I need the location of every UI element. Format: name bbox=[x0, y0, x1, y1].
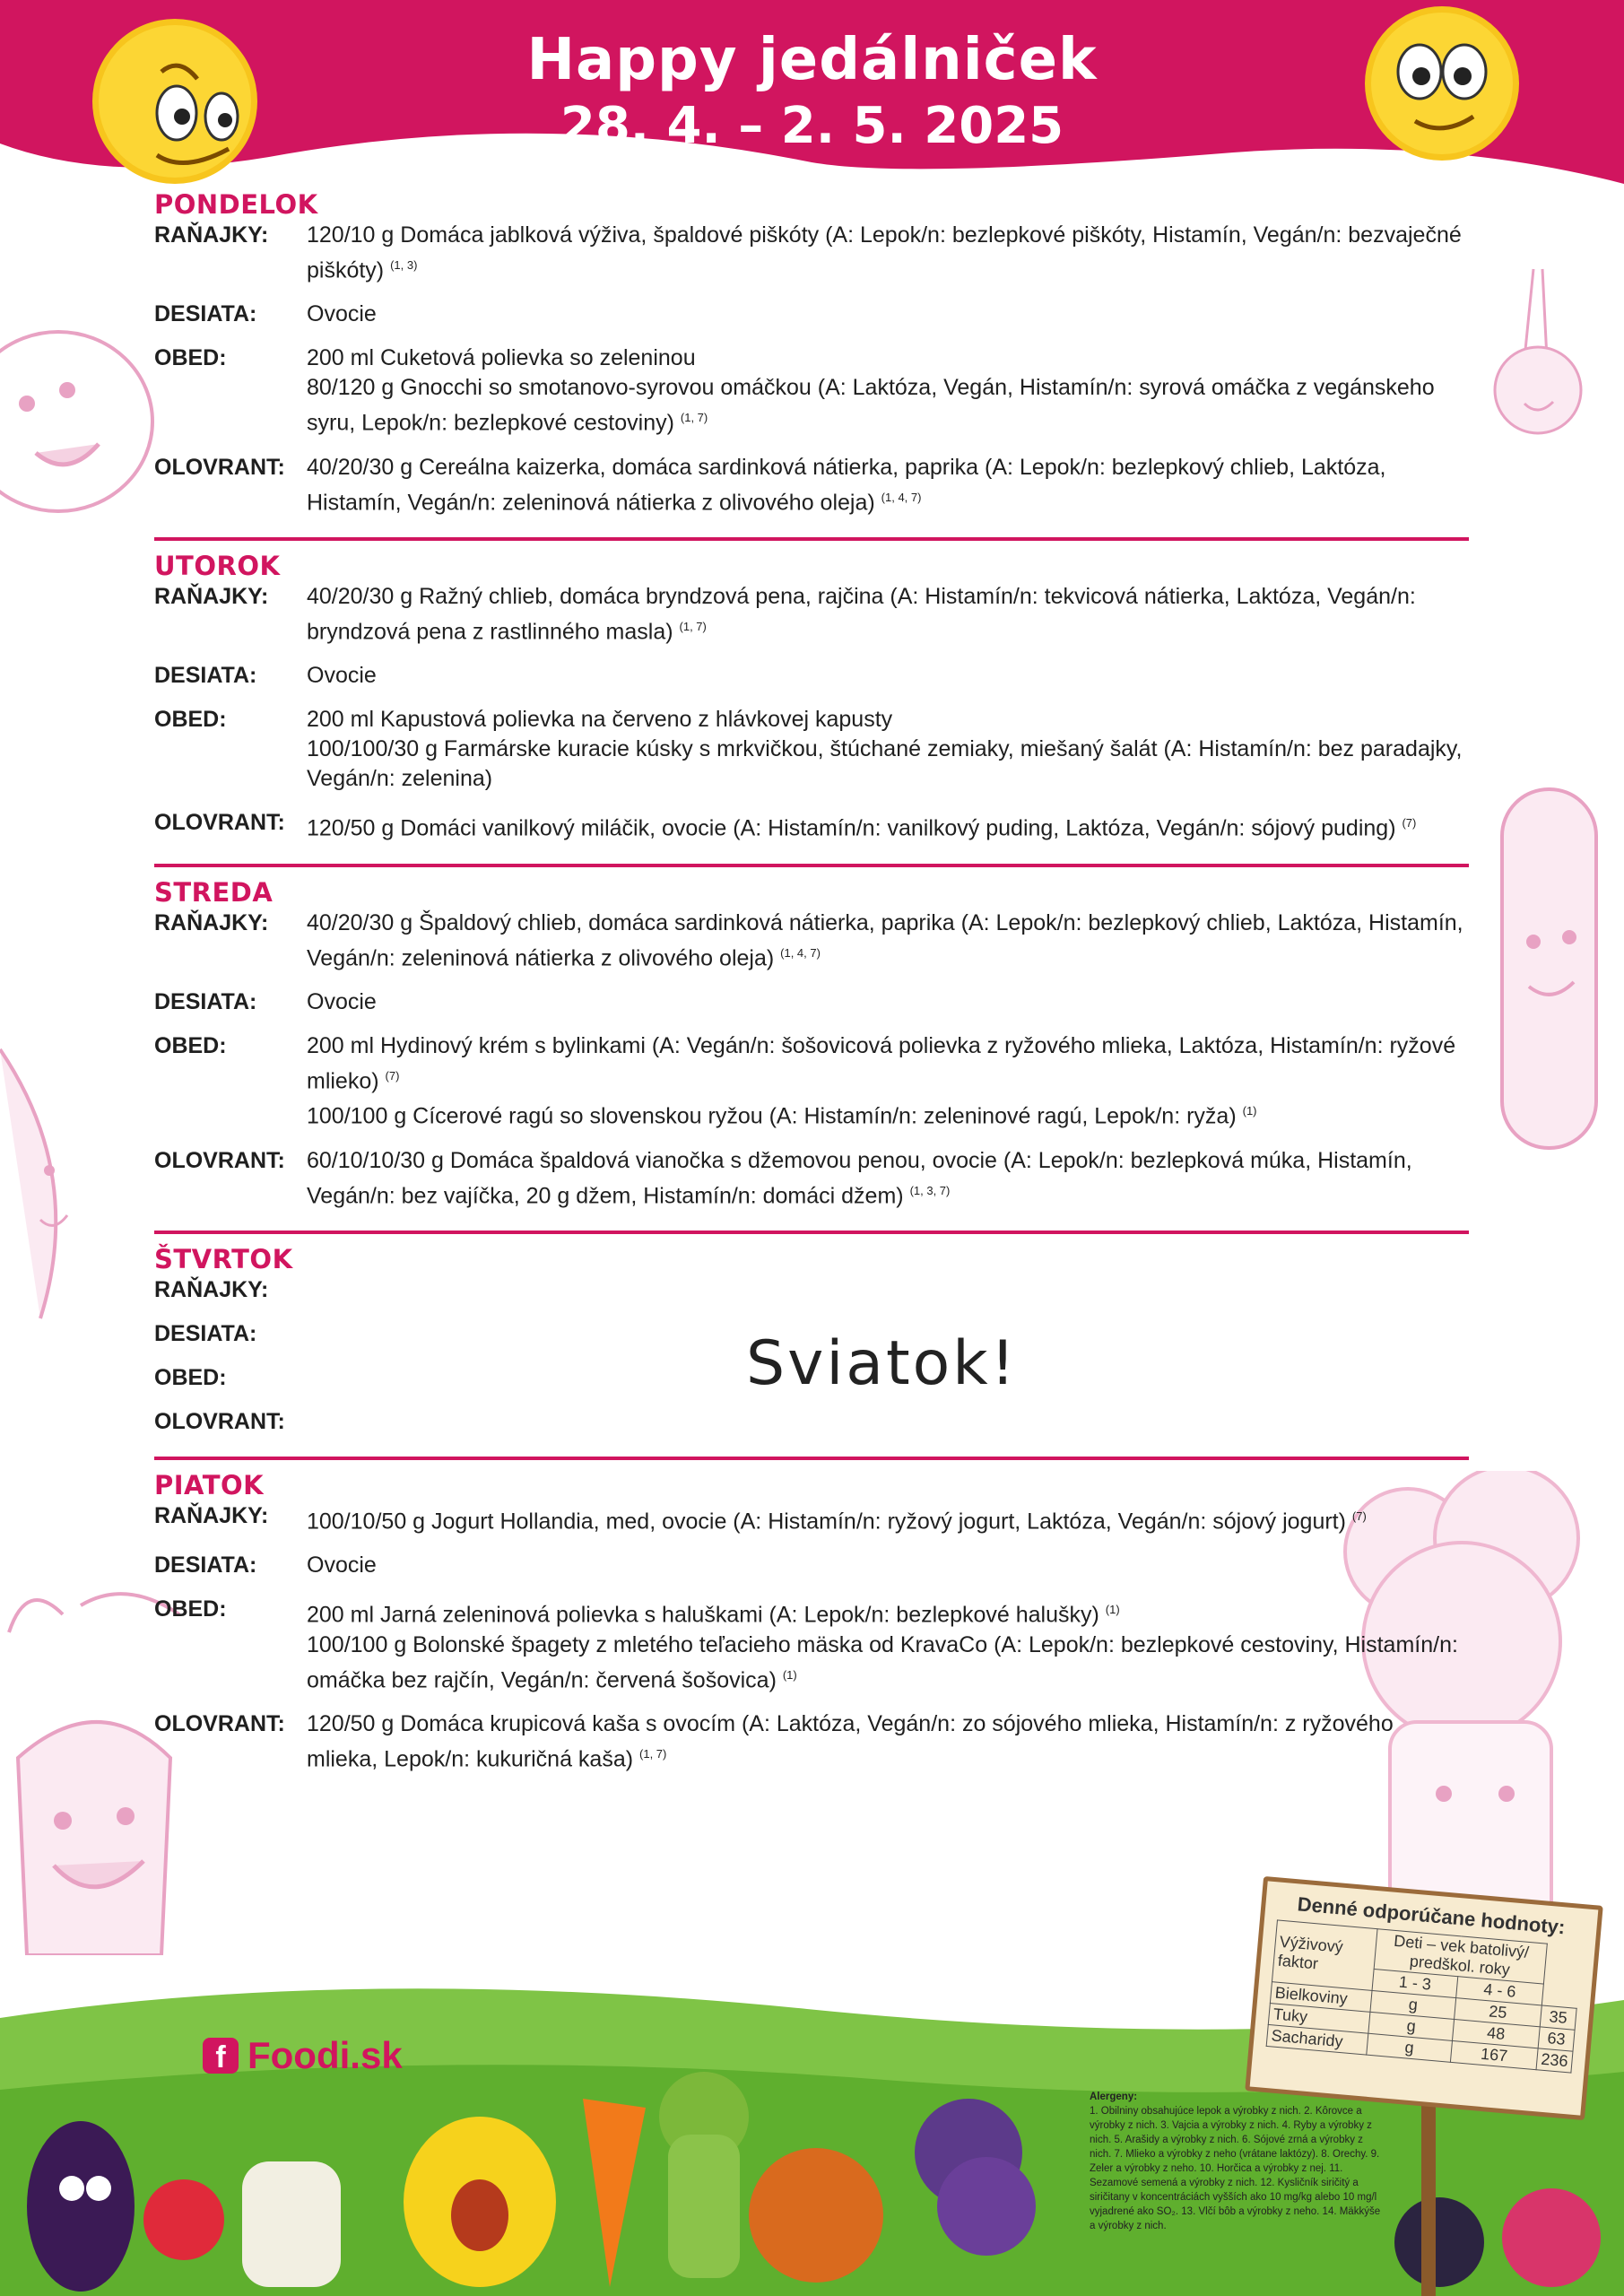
allergen-codes: (1, 3) bbox=[390, 258, 418, 272]
allergen-codes: (1, 7) bbox=[680, 411, 708, 425]
meal-row bbox=[154, 987, 1469, 1017]
meal-description bbox=[307, 987, 1469, 1017]
meal-line bbox=[307, 987, 1469, 1017]
allergen-item: 2. Kôrovce a výrobky z nich. bbox=[1090, 2106, 1362, 2131]
meal-row bbox=[154, 1595, 1469, 1695]
meal-line bbox=[307, 1096, 1469, 1131]
meal-description bbox=[307, 582, 1469, 647]
nutrition-cell: Tuky bbox=[1268, 2004, 1370, 2034]
meal-label: OBED: bbox=[154, 1032, 227, 1058]
meal-label: DESIATA: bbox=[154, 1320, 257, 1346]
meal-line bbox=[307, 1146, 1469, 1211]
day-name: ŠTVRTOK bbox=[154, 1243, 293, 1274]
pear-icon bbox=[404, 2117, 556, 2287]
meal-line bbox=[307, 344, 1469, 373]
meal-label: OBED: bbox=[154, 1596, 227, 1622]
allergen-item: 8. Orechy. bbox=[1321, 2149, 1368, 2160]
age-2: 4 - 6 bbox=[1456, 1977, 1544, 2005]
allergen-item: 12. Kysličník siričitý a siričitany v koncentráciách vyšších ako 10 mg/kg alebo 10 mg/l vyjadrené ako SO₂. bbox=[1090, 2178, 1377, 2217]
meal-line bbox=[307, 221, 1469, 285]
meal-description bbox=[307, 1551, 1469, 1580]
meal-label: OLOVRANT: bbox=[154, 1147, 285, 1173]
meal-description bbox=[307, 1709, 1469, 1774]
meal-row bbox=[154, 582, 1469, 647]
meal-line bbox=[307, 1631, 1469, 1695]
meal-row bbox=[154, 705, 1469, 794]
meal-row bbox=[154, 221, 1469, 285]
day-section bbox=[154, 876, 1469, 1234]
allergen-item: 7. Mlieko a výrobky z neho (vrátane laktózy). bbox=[1114, 2149, 1319, 2160]
nutrition-cell: 48 bbox=[1452, 2020, 1540, 2048]
meal-line-text: 120/50 g Domáca krupicová kaša s ovocím (A: Laktóza, Vegán/n: zo sójového mlieka, Histamín/n: z ryžového mlieka, Lepok/n: kukuričná kaša) bbox=[307, 1710, 1394, 1772]
nutrition-cell: Sacharidy bbox=[1266, 2024, 1368, 2055]
meal-line bbox=[307, 1551, 1469, 1580]
meal-line-text: 40/20/30 g Špaldový chlieb, domáca sardinková nátierka, paprika (A: Lepok/n: bezlepkový chlieb, Laktóza, Histamín, Vegán/n: zeleninová nátierka z olivového oleja) bbox=[307, 909, 1463, 970]
meal-description bbox=[307, 1146, 1469, 1211]
meal-description bbox=[307, 1595, 1469, 1695]
meal-label: RAŇAJKY: bbox=[154, 909, 269, 935]
meal-description bbox=[307, 1501, 1469, 1536]
eggplant-icon bbox=[27, 2121, 135, 2292]
cucumber-decoration-icon bbox=[1480, 771, 1619, 1166]
meal-row bbox=[154, 1031, 1469, 1132]
meal-label: OLOVRANT: bbox=[154, 810, 285, 836]
meal-label: OLOVRANT: bbox=[154, 454, 285, 480]
nutrition-cell: g bbox=[1368, 2012, 1455, 2040]
meal-line bbox=[307, 582, 1469, 647]
day-name: PONDELOK bbox=[154, 189, 318, 220]
meal-row bbox=[154, 1501, 1469, 1536]
day-name: PIATOK bbox=[154, 1469, 265, 1500]
allergen-codes: (1, 4, 7) bbox=[780, 945, 821, 960]
brand-name: Foodi.sk bbox=[248, 2034, 403, 2076]
allergen-codes: (7) bbox=[385, 1068, 400, 1083]
age-1: 1 - 3 bbox=[1372, 1970, 1458, 1998]
onion-icon bbox=[749, 2148, 883, 2283]
meal-line bbox=[307, 735, 1469, 794]
meal-description bbox=[307, 344, 1469, 438]
allergen-item: 9. Zeler a výrobky z neho. bbox=[1090, 2149, 1380, 2174]
meal-line bbox=[307, 1709, 1469, 1774]
meal-row bbox=[154, 661, 1469, 691]
meal-label: DESIATA: bbox=[154, 988, 257, 1014]
nutrition-title: Denné odporúčane hodnoty: bbox=[1296, 1892, 1567, 1939]
holiday-notice: Sviatok! bbox=[746, 1327, 1018, 1399]
broccoli-icon bbox=[659, 2072, 749, 2278]
day-name: UTOROK bbox=[154, 550, 281, 581]
nutrition-cell: 25 bbox=[1454, 1998, 1541, 2027]
allergen-codes: (1, 7) bbox=[639, 1746, 667, 1761]
day-section bbox=[154, 188, 1469, 541]
allergen-item: 13. Vlčí bôb a výrobky z neho. bbox=[1181, 2206, 1320, 2217]
nutrition-board bbox=[1245, 1876, 1602, 2120]
day-section bbox=[154, 1243, 1469, 1460]
meal-line bbox=[307, 300, 1469, 329]
allergen-codes: (1, 3, 7) bbox=[909, 1183, 951, 1197]
raspberry-icon bbox=[1502, 2188, 1601, 2287]
meal-label: RAŇAJKY: bbox=[154, 583, 269, 609]
meal-line-text: 200 ml Cuketová polievka so zeleninou bbox=[307, 345, 696, 371]
meal-line-text: Ovocie bbox=[307, 1552, 377, 1578]
meal-description bbox=[307, 661, 1469, 691]
meal-description bbox=[307, 453, 1469, 517]
allergen-codes: (1, 4, 7) bbox=[881, 490, 922, 504]
meal-description bbox=[307, 705, 1469, 794]
allergens-legend bbox=[1090, 2090, 1385, 2233]
meal-line bbox=[307, 1031, 1469, 1096]
meal-row bbox=[154, 1146, 1469, 1211]
meal-line bbox=[307, 909, 1469, 973]
meal-line bbox=[307, 661, 1469, 691]
meal-description bbox=[307, 909, 1469, 973]
allergen-item: 3. Vajcia a výrobky z nich. bbox=[1160, 2120, 1280, 2131]
meal-line-text: 200 ml Hydinový krém s bylinkami (A: Vegán/n: šošovicová polievka z ryžového mlieka, Laktóza, Histamín/n: ryžové mlieko) bbox=[307, 1032, 1456, 1094]
allergen-item: 1. Obilniny obsahujúce lepok a výrobky z nich. bbox=[1090, 2106, 1301, 2117]
nutrition-cell: 236 bbox=[1536, 2048, 1573, 2073]
meal-row bbox=[154, 300, 1469, 329]
allergen-codes: (7) bbox=[1351, 1509, 1367, 1523]
nutrition-cell: g bbox=[1367, 2033, 1453, 2062]
weekly-menu bbox=[154, 188, 1469, 1803]
meal-label: OBED: bbox=[154, 1364, 227, 1390]
meal-line-text: Ovocie bbox=[307, 988, 377, 1014]
meal-row bbox=[154, 1551, 1469, 1580]
meal-label: RAŇAJKY: bbox=[154, 1276, 269, 1302]
meal-row bbox=[154, 453, 1469, 517]
meal-description bbox=[307, 808, 1469, 843]
nutrition-table bbox=[1266, 1919, 1583, 2073]
meal-label: RAŇAJKY: bbox=[154, 222, 269, 248]
meal-line-text: 40/20/30 g Cereálna kaizerka, domáca sardinková nátierka, paprika (A: Lepok/n: bezlepkový chlieb, Laktóza, Histamín, Vegán/n: zeleninová nátierka z olivového oleja) bbox=[307, 454, 1386, 515]
meal-label: DESIATA: bbox=[154, 1552, 257, 1578]
nutrition-cell: g bbox=[1370, 1990, 1456, 2019]
allergen-item: 4. Ryby a výrobky z nich. bbox=[1090, 2120, 1372, 2145]
brand-logo[interactable] bbox=[203, 2034, 403, 2077]
meal-line-text: 60/10/10/30 g Domáca špaldová vianočka s džemovou penou, ovocie (A: Lepok/n: bezlepková múka, Histamín, Vegán/n: bez vajíčka, 20 g džem, Histamín/n: domáci džem) bbox=[307, 1147, 1412, 1208]
meal-label: DESIATA: bbox=[154, 301, 257, 327]
nutrition-cell: 35 bbox=[1540, 2005, 1576, 2030]
nutrition-cell: 63 bbox=[1538, 2027, 1575, 2051]
meal-label: OBED: bbox=[154, 707, 227, 733]
meal-row bbox=[154, 344, 1469, 438]
meal-line-text: 100/10/50 g Jogurt Hollandia, med, ovocie (A: Histamín/n: ryžový jogurt, Laktóza, Vegán/n: sójový jogurt) bbox=[307, 1509, 1346, 1535]
meal-description bbox=[307, 300, 1469, 329]
meal-description bbox=[307, 1031, 1469, 1132]
allergen-item: 10. Horčica a výrobky z nej. bbox=[1199, 2163, 1326, 2174]
meal-description bbox=[307, 221, 1469, 285]
allergen-codes: (1) bbox=[1105, 1603, 1120, 1617]
meal-line bbox=[307, 705, 1469, 735]
allergen-codes: (1, 7) bbox=[679, 619, 707, 633]
meal-label: RAŇAJKY: bbox=[154, 1502, 269, 1528]
meal-line-text: 100/100 g Cícerové ragú so slovenskou ryžou (A: Histamín/n: zeleninové ragú, Lepok/n: ryža) bbox=[307, 1103, 1237, 1129]
allergens-title: Alergeny: bbox=[1090, 2092, 1138, 2102]
allergen-codes: (7) bbox=[1402, 816, 1417, 831]
meal-line bbox=[307, 373, 1469, 438]
radish-decoration-icon bbox=[1471, 260, 1605, 466]
allergen-codes: (1) bbox=[782, 1667, 797, 1682]
day-name: STREDA bbox=[154, 876, 274, 908]
meal-label: OLOVRANT: bbox=[154, 1408, 285, 1434]
peapod-decoration-icon bbox=[0, 1040, 99, 1327]
day-section bbox=[154, 1469, 1469, 1794]
date-range: 28. 4. – 2. 5. 2025 bbox=[560, 97, 1064, 155]
nutrition-cell: 167 bbox=[1450, 2040, 1538, 2069]
allergen-item: 5. Arašidy a výrobky z nich. bbox=[1114, 2135, 1239, 2145]
meal-line-text: 40/20/30 g Ražný chlieb, domáca bryndzová pena, rajčina (A: Histamín/n: tekvicová nátierka, Laktóza, Vegán/n: bryndzová pena z rastlinného masla) bbox=[307, 583, 1416, 645]
meal-line-text: 100/100/30 g Farmárske kuracie kúsky s mrkvičkou, štúchané zemiaky, miešaný šalát (A: Histamín/n: bez paradajky, Vegán/n: zelenina) bbox=[307, 736, 1463, 792]
strawberry-icon bbox=[143, 2179, 224, 2260]
meal-row bbox=[154, 808, 1469, 843]
meal-line-text: 120/10 g Domáca jablková výživa, špaldové piškóty (A: Lepok/n: bezlepkové piškóty, Histamín, Vegán/n: bezvaječné piškóty) bbox=[307, 222, 1462, 283]
meal-line-text: 200 ml Kapustová polievka na červeno z hlávkovej kapusty bbox=[307, 707, 893, 733]
blackberry-icon bbox=[1394, 2197, 1484, 2287]
meal-line-text: 200 ml Jarná zeleninová polievka s haluškami (A: Lepok/n: bezlepkové halušky) bbox=[307, 1602, 1099, 1628]
meal-line-text: 80/120 g Gnocchi so smotanovo-syrovou omáčkou (A: Laktóza, Vegán, Histamín/n: syrová omáčka z vegánskeho syru, Lepok/n: bezlepkové cestoviny) bbox=[307, 375, 1435, 436]
allergen-codes: (1) bbox=[1242, 1104, 1257, 1118]
col-group: Deti – vek batolivý/ predškol. roky bbox=[1374, 1929, 1547, 1984]
meal-line-text: 100/100 g Bolonské špagety z mletého teľacieho mäska od KravaCo (A: Lepok/n: bezlepkové cestoviny, Histamín/n: omáčka bez rajčín, Vegán/n: červená šošovica) bbox=[307, 1631, 1458, 1692]
mushroom-icon bbox=[242, 2161, 341, 2287]
allergen-item: 11. Sezamové semená a výrobky z nich. bbox=[1090, 2163, 1343, 2188]
col-factor: Výživový faktor bbox=[1272, 1920, 1377, 1991]
meal-line-text: Ovocie bbox=[307, 301, 377, 327]
tomato-decoration-icon bbox=[0, 287, 157, 520]
meal-label: OLOVRANT: bbox=[154, 1710, 285, 1736]
smiley-right-icon bbox=[1361, 4, 1523, 166]
meal-row bbox=[154, 1407, 1469, 1437]
meal-line bbox=[307, 1595, 1469, 1630]
meal-row bbox=[154, 909, 1469, 973]
meal-line-text: Ovocie bbox=[307, 663, 377, 689]
meal-line bbox=[307, 1501, 1469, 1536]
nutrition-cell: Bielkoviny bbox=[1270, 1982, 1372, 2013]
allergen-item: 14. Mäkkýše a výrobky z nich. bbox=[1090, 2206, 1381, 2231]
day-section bbox=[154, 550, 1469, 867]
allergen-item: 6. Sójové zrná a výrobky z nich. bbox=[1090, 2135, 1363, 2160]
meal-row bbox=[154, 1275, 1469, 1305]
meal-line bbox=[307, 453, 1469, 517]
meal-line-text: 120/50 g Domáci vanilkový miláčik, ovocie (A: Histamín/n: vanilkový puding, Laktóza, Vegán/n: sójový puding) bbox=[307, 815, 1396, 841]
meal-row bbox=[154, 1709, 1469, 1774]
meal-label: OBED: bbox=[154, 345, 227, 371]
facebook-icon: f bbox=[203, 2038, 239, 2074]
meal-line bbox=[307, 808, 1469, 843]
smiley-left-icon bbox=[85, 16, 265, 187]
meal-label: DESIATA: bbox=[154, 663, 257, 689]
page-title: Happy jedálniček bbox=[526, 27, 1098, 93]
